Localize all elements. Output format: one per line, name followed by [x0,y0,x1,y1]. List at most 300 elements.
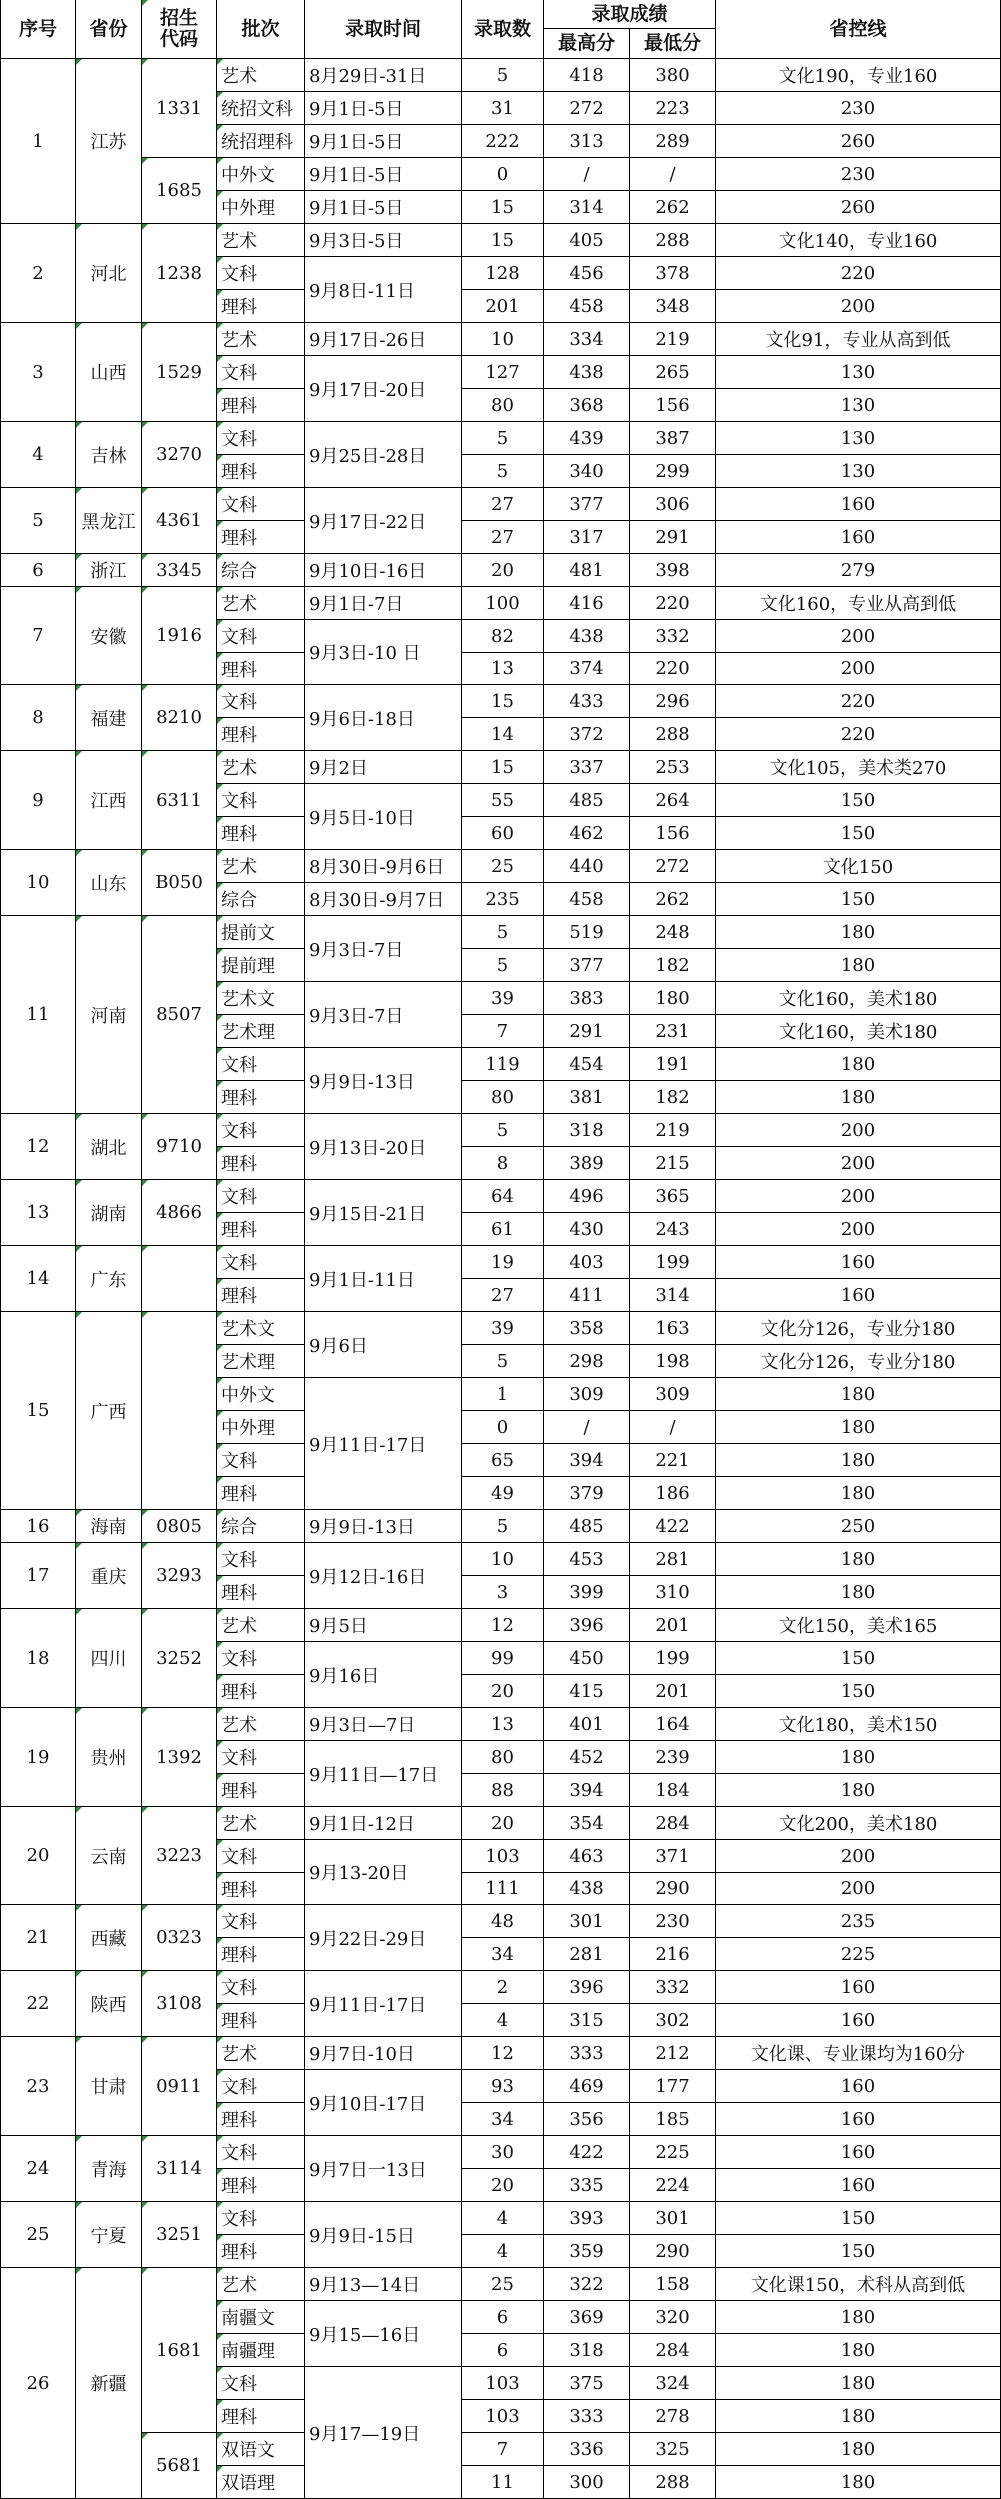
control-line-cell: 文化课、专业课均为160分 [716,2037,1001,2070]
max-score-cell: 368 [544,389,630,422]
province-cell: 新疆 [76,2268,142,2499]
province-cell: 陕西 [76,1971,142,2037]
min-score-cell: 378 [630,257,716,290]
control-line-cell: 150 [716,1642,1001,1675]
time-cell: 9月11日—17日 [305,1741,462,1807]
seq-cell: 7 [1,587,76,685]
province-cell: 宁夏 [76,2202,142,2268]
max-score-cell: 358 [544,1312,630,1345]
count-cell: 15 [462,191,544,224]
count-cell: 65 [462,1444,544,1477]
control-line-cell: 150 [716,1675,1001,1708]
seq-cell: 16 [1,1510,76,1543]
time-cell: 9月1日-7日 [305,587,462,620]
min-score-cell: 231 [630,1015,716,1048]
time-cell: 9月10日-16日 [305,554,462,587]
control-line-cell: 200 [716,1213,1001,1246]
min-score-cell: 262 [630,191,716,224]
count-cell: 119 [462,1048,544,1081]
province-cell: 江苏 [76,59,142,224]
min-score-cell: 265 [630,356,716,389]
seq-cell: 25 [1,2202,76,2268]
batch-cell: 理科 [217,1213,305,1246]
time-cell: 9月12日-16日 [305,1543,462,1609]
min-score-cell: 284 [630,2334,716,2367]
time-cell: 9月1日-12日 [305,1807,462,1840]
count-cell: 10 [462,323,544,356]
count-cell: 5 [462,1345,544,1378]
min-score-cell: 262 [630,883,716,916]
batch-cell: 文科 [217,356,305,389]
seq-cell: 11 [1,916,76,1114]
count-cell: 27 [462,488,544,521]
count-cell: 235 [462,883,544,916]
max-score-cell: 379 [544,1477,630,1510]
count-cell: 6 [462,2334,544,2367]
count-cell: 4 [462,2202,544,2235]
control-line-cell: 150 [716,883,1001,916]
count-cell: 99 [462,1642,544,1675]
min-score-cell: 320 [630,2301,716,2334]
batch-cell: 文科 [217,1543,305,1576]
control-line-cell: 180 [716,949,1001,982]
control-line-cell: 230 [716,92,1001,125]
batch-cell: 理科 [217,2235,305,2268]
control-line-cell: 200 [716,1840,1001,1873]
batch-cell: 艺术 [217,2037,305,2070]
time-cell: 9月22日-29日 [305,1905,462,1971]
control-line-cell: 180 [716,1444,1001,1477]
header-batch: 批次 [217,0,305,59]
min-score-cell: 163 [630,1312,716,1345]
min-score-cell: 309 [630,1378,716,1411]
max-score-cell: 430 [544,1213,630,1246]
time-cell: 9月1日-5日 [305,191,462,224]
min-score-cell: 299 [630,455,716,488]
count-cell: 7 [462,2433,544,2466]
batch-cell: 艺术 [217,2268,305,2301]
time-cell: 9月7日-10日 [305,2037,462,2070]
min-score-cell: 288 [630,2466,716,2499]
time-cell: 9月5日-10日 [305,784,462,850]
max-score-cell: 519 [544,916,630,949]
min-score-cell: 219 [630,323,716,356]
control-line-cell: 225 [716,1938,1001,1971]
max-score-cell: 317 [544,521,630,554]
min-score-cell: 224 [630,2169,716,2202]
count-cell: 15 [462,751,544,784]
min-score-cell: 264 [630,784,716,817]
header-time: 录取时间 [305,0,462,59]
min-score-cell: 239 [630,1741,716,1774]
count-cell: 60 [462,817,544,850]
count-cell: 222 [462,125,544,158]
min-score-cell: 182 [630,949,716,982]
max-score-cell: 394 [544,1774,630,1807]
count-cell: 103 [462,1840,544,1873]
count-cell: 64 [462,1180,544,1213]
batch-cell: 理科 [217,2103,305,2136]
time-cell: 9月3日—7日 [305,1708,462,1741]
min-score-cell: 289 [630,125,716,158]
control-line-cell: 220 [716,257,1001,290]
min-score-cell: 219 [630,1114,716,1147]
seq-cell: 18 [1,1609,76,1708]
batch-cell: 理科 [217,1147,305,1180]
code-cell: 3114 [142,2136,217,2202]
max-score-cell: 374 [544,653,630,685]
batch-cell: 统招文科 [217,92,305,125]
time-cell: 9月5日 [305,1609,462,1642]
batch-cell: 艺术 [217,751,305,784]
min-score-cell: 156 [630,817,716,850]
max-score-cell: 403 [544,1246,630,1279]
province-cell: 山东 [76,850,142,916]
batch-cell: 艺术文 [217,1312,305,1345]
time-cell: 9月9日-13日 [305,1048,462,1114]
max-score-cell: 337 [544,751,630,784]
count-cell: 25 [462,2268,544,2301]
batch-cell: 理科 [217,455,305,488]
batch-cell: 理科 [217,1675,305,1708]
count-cell: 13 [462,1708,544,1741]
time-cell: 9月17日-26日 [305,323,462,356]
min-score-cell: 223 [630,92,716,125]
code-cell: 3270 [142,422,217,488]
time-cell: 9月11日-17日 [305,1971,462,2037]
control-line-cell: 180 [716,1543,1001,1576]
control-line-cell: 文化课150，术科从高到低 [716,2268,1001,2301]
batch-cell: 双语文 [217,2433,305,2466]
min-score-cell: 310 [630,1576,716,1609]
batch-cell: 文科 [217,1114,305,1147]
count-cell: 20 [462,554,544,587]
time-cell: 9月2日 [305,751,462,784]
control-line-cell: 150 [716,784,1001,817]
seq-cell: 21 [1,1905,76,1971]
count-cell: 7 [462,1015,544,1048]
control-line-cell: 文化91，专业从高到低 [716,323,1001,356]
max-score-cell: 411 [544,1279,630,1312]
code-cell: 1392 [142,1708,217,1807]
batch-cell: 综合 [217,554,305,587]
code-cell: B050 [142,850,217,916]
time-cell: 9月13日-20日 [305,1114,462,1180]
control-line-cell: 200 [716,1114,1001,1147]
count-cell: 20 [462,1807,544,1840]
batch-cell: 理科 [217,1774,305,1807]
batch-cell: 艺术 [217,224,305,257]
max-score-cell: 422 [544,2136,630,2169]
code-cell: 0911 [142,2037,217,2136]
min-score-cell: 199 [630,1642,716,1675]
seq-cell: 14 [1,1246,76,1312]
code-cell: 1529 [142,323,217,422]
max-score-cell: 313 [544,125,630,158]
max-score-cell: 389 [544,1147,630,1180]
control-line-cell: 文化160，美术180 [716,1015,1001,1048]
batch-cell: 艺术 [217,59,305,92]
batch-cell: 文科 [217,784,305,817]
count-cell: 61 [462,1213,544,1246]
max-score-cell: 340 [544,455,630,488]
control-line-cell: 180 [716,2466,1001,2499]
control-line-cell: 130 [716,356,1001,389]
control-line-cell: 200 [716,1873,1001,1905]
count-cell: 15 [462,685,544,718]
time-cell: 9月3日-5日 [305,224,462,257]
min-score-cell: 348 [630,290,716,323]
batch-cell: 艺术 [217,323,305,356]
batch-cell: 文科 [217,2367,305,2400]
batch-cell: 提前理 [217,949,305,982]
min-score-cell: 281 [630,1543,716,1576]
count-cell: 82 [462,620,544,653]
max-score-cell: 440 [544,850,630,883]
time-cell: 9月13-20日 [305,1840,462,1905]
max-score-cell: / [544,1411,630,1444]
time-cell: 9月15日-21日 [305,1180,462,1246]
max-score-cell: 452 [544,1741,630,1774]
header-code-text: 招生代码 [159,7,198,50]
time-cell: 9月15—16日 [305,2301,462,2367]
max-score-cell: 438 [544,356,630,389]
min-score-cell: / [630,1411,716,1444]
max-score-cell: 415 [544,1675,630,1708]
max-score-cell: 383 [544,982,630,1015]
header-min: 最低分 [630,29,716,59]
seq-cell: 20 [1,1807,76,1905]
max-score-cell: 463 [544,1840,630,1873]
max-score-cell: 372 [544,718,630,751]
time-cell: 9月6日 [305,1312,462,1378]
max-score-cell: 315 [544,2004,630,2037]
min-score-cell: 253 [630,751,716,784]
batch-cell: 理科 [217,1576,305,1609]
time-cell: 9月9日-15日 [305,2202,462,2268]
max-score-cell: 281 [544,1938,630,1971]
count-cell: 39 [462,982,544,1015]
min-score-cell: 288 [630,718,716,751]
batch-cell: 文科 [217,2136,305,2169]
control-line-cell: 160 [716,2136,1001,2169]
min-score-cell: 387 [630,422,716,455]
max-score-cell: 456 [544,257,630,290]
count-cell: 8 [462,1147,544,1180]
count-cell: 103 [462,2367,544,2400]
min-score-cell: / [630,158,716,191]
batch-cell: 文科 [217,1840,305,1873]
table-header [1,0,1001,59]
header-code [142,0,217,59]
control-line-cell: 180 [716,1741,1001,1774]
max-score-cell: 481 [544,554,630,587]
max-score-cell: 309 [544,1378,630,1411]
time-cell: 9月1日-5日 [305,158,462,191]
batch-cell: 艺术 [217,587,305,620]
batch-cell: 文科 [217,685,305,718]
seq-cell: 19 [1,1708,76,1807]
min-score-cell: 380 [630,59,716,92]
min-score-cell: 215 [630,1147,716,1180]
min-score-cell: 182 [630,1081,716,1114]
max-score-cell: 454 [544,1048,630,1081]
max-score-cell: 314 [544,191,630,224]
batch-cell: 艺术理 [217,1345,305,1378]
min-score-cell: 191 [630,1048,716,1081]
control-line-cell: 160 [716,2169,1001,2202]
control-line-cell: 160 [716,1246,1001,1279]
max-score-cell: 485 [544,1510,630,1543]
control-line-cell: 160 [716,488,1001,521]
min-score-cell: 220 [630,653,716,685]
control-line-cell: 180 [716,2334,1001,2367]
time-cell: 9月17—19日 [305,2367,462,2499]
count-cell: 201 [462,290,544,323]
seq-cell: 4 [1,422,76,488]
count-cell: 0 [462,158,544,191]
min-score-cell: 186 [630,1477,716,1510]
time-cell: 9月8日-11日 [305,257,462,323]
time-cell: 9月3日-7日 [305,916,462,982]
control-line-cell: 180 [716,1576,1001,1609]
count-cell: 27 [462,521,544,554]
province-cell: 重庆 [76,1543,142,1609]
count-cell: 5 [462,1510,544,1543]
seq-cell: 8 [1,685,76,751]
count-cell: 5 [462,1114,544,1147]
min-score-cell: 184 [630,1774,716,1807]
code-cell: 1685 [142,158,217,224]
control-line-cell: 130 [716,389,1001,422]
count-cell: 25 [462,850,544,883]
control-line-cell: 200 [716,620,1001,653]
count-cell: 11 [462,2466,544,2499]
seq-cell: 2 [1,224,76,323]
code-cell [142,1246,217,1312]
max-score-cell: 369 [544,2301,630,2334]
province-cell: 江西 [76,751,142,850]
min-score-cell: 291 [630,521,716,554]
batch-cell: 理科 [217,2169,305,2202]
seq-cell: 23 [1,2037,76,2136]
max-score-cell: 356 [544,2103,630,2136]
seq-cell: 17 [1,1543,76,1609]
max-score-cell: 418 [544,59,630,92]
control-line-cell: 160 [716,2103,1001,2136]
min-score-cell: 332 [630,1971,716,2004]
max-score-cell: 405 [544,224,630,257]
count-cell: 0 [462,1411,544,1444]
min-score-cell: 243 [630,1213,716,1246]
control-line-cell: 160 [716,521,1001,554]
code-cell: 3223 [142,1807,217,1905]
time-cell: 9月1日-5日 [305,92,462,125]
count-cell: 49 [462,1477,544,1510]
max-score-cell: 300 [544,2466,630,2499]
province-cell: 河北 [76,224,142,323]
max-score-cell: 375 [544,2367,630,2400]
min-score-cell: 288 [630,224,716,257]
batch-cell: 理科 [217,1279,305,1312]
time-cell: 9月17日-22日 [305,488,462,554]
time-cell: 8月30日-9月6日 [305,850,462,883]
batch-cell: 艺术 [217,1807,305,1840]
code-cell: 8210 [142,685,217,751]
province-cell: 贵州 [76,1708,142,1807]
count-cell: 5 [462,455,544,488]
batch-cell: 文科 [217,257,305,290]
batch-cell: 艺术 [217,850,305,883]
control-line-cell: 200 [716,1147,1001,1180]
code-cell: 3251 [142,2202,217,2268]
province-cell: 吉林 [76,422,142,488]
max-score-cell: 272 [544,92,630,125]
min-score-cell: 296 [630,685,716,718]
province-cell: 海南 [76,1510,142,1543]
batch-cell: 文科 [217,1642,305,1675]
code-cell: 3293 [142,1543,217,1609]
control-line-cell: 文化分126，专业分180 [716,1345,1001,1378]
batch-cell: 理科 [217,290,305,323]
seq-cell: 26 [1,2268,76,2499]
batch-cell: 文科 [217,2070,305,2103]
min-score-cell: 158 [630,2268,716,2301]
batch-cell: 文科 [217,1444,305,1477]
code-cell: 4866 [142,1180,217,1246]
seq-cell: 3 [1,323,76,422]
batch-cell: 提前文 [217,916,305,949]
province-cell: 湖北 [76,1114,142,1180]
batch-cell: 文科 [217,1905,305,1938]
batch-cell: 南疆文 [217,2301,305,2334]
count-cell: 4 [462,2235,544,2268]
max-score-cell: 377 [544,488,630,521]
province-cell: 甘肃 [76,2037,142,2136]
max-score-cell: 399 [544,1576,630,1609]
control-line-cell: 180 [716,2433,1001,2466]
min-score-cell: 332 [630,620,716,653]
control-line-cell: 180 [716,1477,1001,1510]
count-cell: 20 [462,2169,544,2202]
time-cell: 9月9日-13日 [305,1510,462,1543]
batch-cell: 综合 [217,883,305,916]
count-cell: 128 [462,257,544,290]
batch-cell: 理科 [217,389,305,422]
min-score-cell: 212 [630,2037,716,2070]
count-cell: 13 [462,653,544,685]
max-score-cell: 301 [544,1905,630,1938]
control-line-cell: 220 [716,685,1001,718]
code-cell: 1331 [142,59,217,158]
batch-cell: 理科 [217,1873,305,1905]
max-score-cell: 354 [544,1807,630,1840]
max-score-cell: 318 [544,2334,630,2367]
batch-cell: 理科 [217,817,305,850]
count-cell: 30 [462,2136,544,2169]
min-score-cell: 314 [630,1279,716,1312]
count-cell: 5 [462,949,544,982]
province-cell: 浙江 [76,554,142,587]
count-cell: 15 [462,224,544,257]
max-score-cell: 396 [544,1971,630,2004]
batch-cell: 南疆理 [217,2334,305,2367]
max-score-cell: 335 [544,2169,630,2202]
max-score-cell: 401 [544,1708,630,1741]
max-score-cell: 333 [544,2400,630,2433]
seq-cell: 22 [1,1971,76,2037]
max-score-cell: 334 [544,323,630,356]
